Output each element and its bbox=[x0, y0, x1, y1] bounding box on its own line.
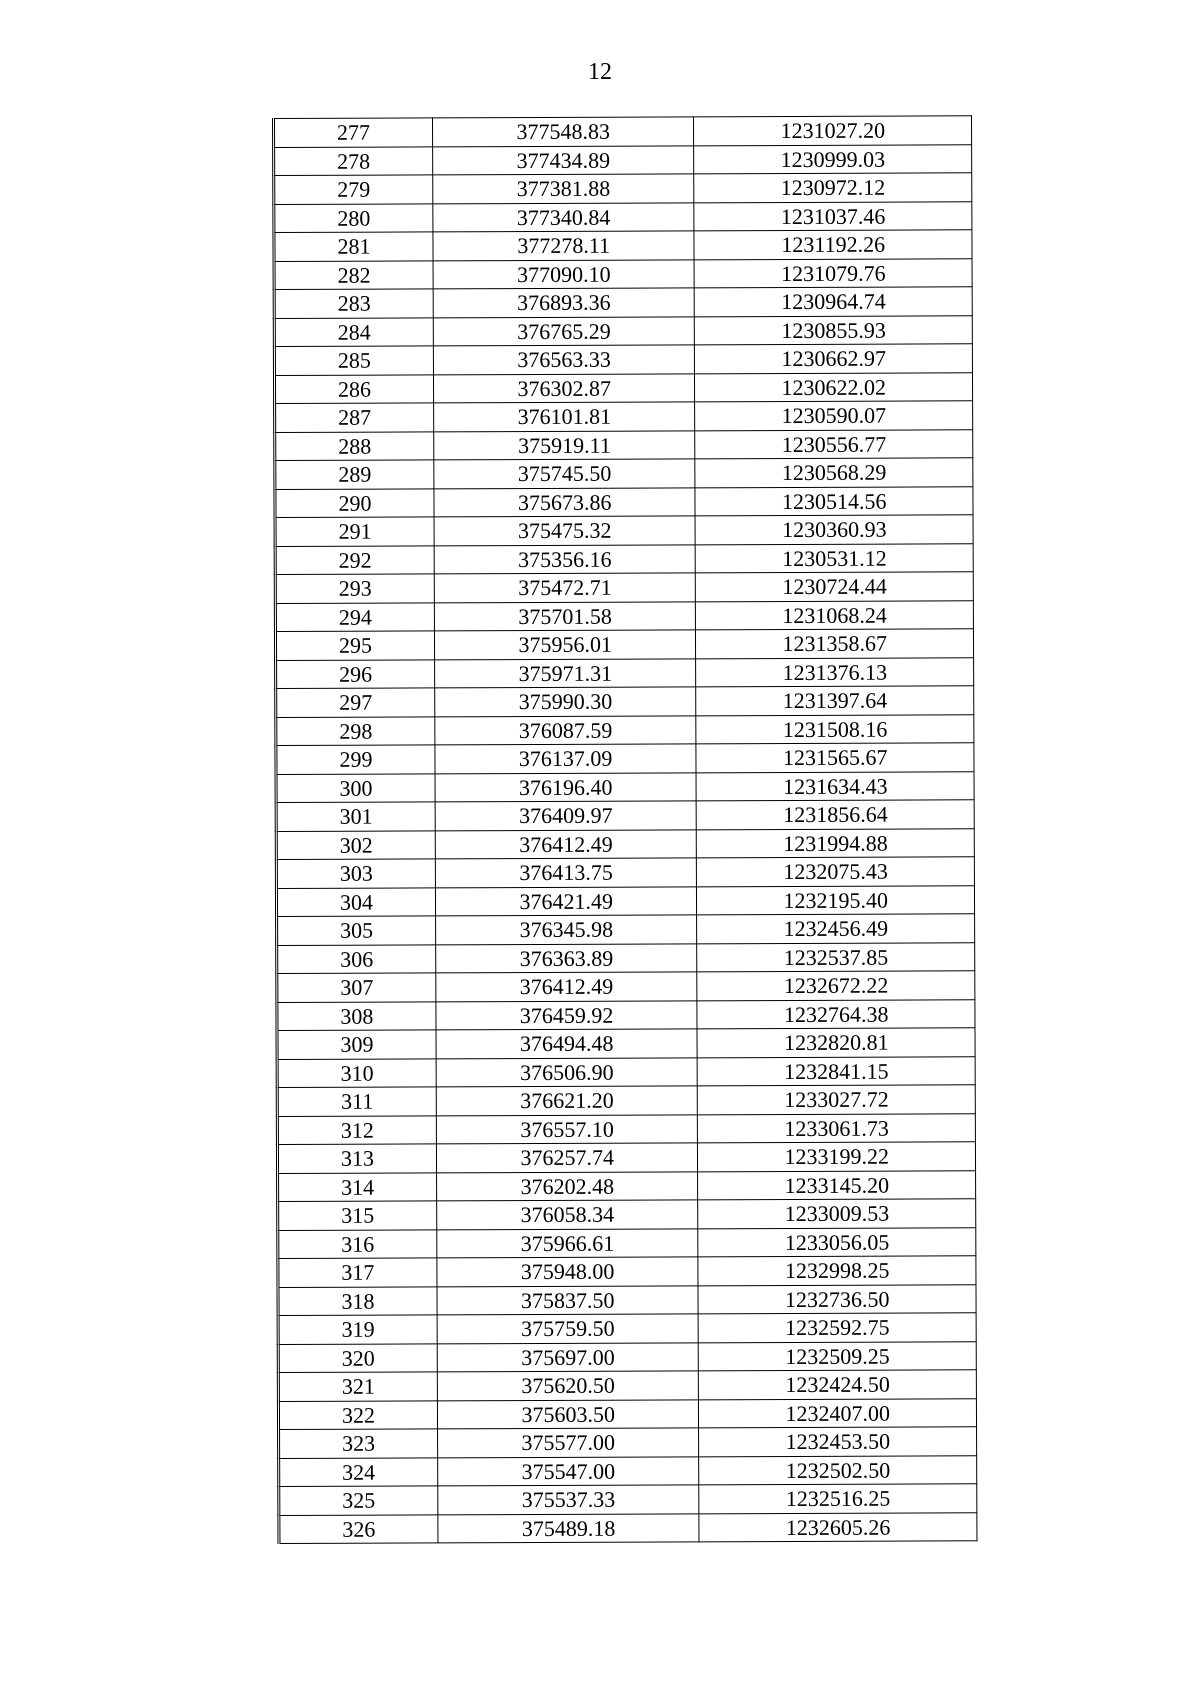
y-coordinate-cell: 1230514.56 bbox=[695, 486, 973, 516]
point-number-cell: 313 bbox=[277, 1144, 436, 1173]
x-coordinate-cell: 375472.71 bbox=[434, 573, 696, 603]
table-row bbox=[277, 942, 975, 973]
y-coordinate-cell: 1230662.97 bbox=[695, 344, 973, 374]
table-row bbox=[274, 258, 972, 289]
y-coordinate-cell: 1231508.16 bbox=[696, 714, 974, 744]
table-row bbox=[275, 486, 973, 517]
y-coordinate-cell: 1230531.12 bbox=[696, 543, 974, 573]
y-coordinate-cell: 1230568.29 bbox=[695, 458, 973, 488]
x-coordinate-cell: 376557.10 bbox=[436, 1114, 698, 1144]
x-coordinate-cell: 376563.33 bbox=[433, 345, 695, 375]
point-number-cell: 303 bbox=[276, 859, 435, 888]
y-coordinate-cell: 1232736.50 bbox=[698, 1284, 976, 1314]
y-coordinate-cell: 1232407.00 bbox=[699, 1398, 977, 1428]
x-coordinate-cell: 376137.09 bbox=[435, 744, 697, 774]
point-number-cell: 316 bbox=[278, 1229, 437, 1258]
x-coordinate-cell: 375620.50 bbox=[437, 1371, 699, 1401]
y-coordinate-cell: 1232592.75 bbox=[699, 1313, 977, 1343]
y-coordinate-cell: 1232841.15 bbox=[698, 1056, 976, 1086]
x-coordinate-cell: 375356.16 bbox=[434, 544, 696, 574]
table-row bbox=[278, 1313, 976, 1344]
y-coordinate-cell: 1233027.72 bbox=[698, 1085, 976, 1115]
y-coordinate-cell: 1230999.03 bbox=[694, 144, 972, 174]
y-coordinate-cell: 1232075.43 bbox=[697, 857, 975, 887]
point-number-cell: 295 bbox=[275, 631, 434, 660]
point-number-cell: 323 bbox=[279, 1429, 438, 1458]
point-number-cell: 315 bbox=[278, 1201, 437, 1230]
table-row bbox=[274, 173, 972, 204]
x-coordinate-cell: 376101.81 bbox=[434, 402, 696, 432]
y-coordinate-cell: 1231079.76 bbox=[695, 258, 973, 288]
point-number-cell: 308 bbox=[277, 1001, 436, 1030]
table-row bbox=[275, 600, 973, 631]
y-coordinate-cell: 1232605.26 bbox=[699, 1512, 977, 1542]
y-coordinate-cell: 1230855.93 bbox=[695, 315, 973, 345]
point-number-cell: 305 bbox=[277, 916, 436, 945]
y-coordinate-cell: 1233061.73 bbox=[698, 1113, 976, 1143]
table-row bbox=[275, 629, 973, 660]
x-coordinate-cell: 376196.40 bbox=[435, 772, 697, 802]
x-coordinate-cell: 375956.01 bbox=[434, 630, 696, 660]
x-coordinate-cell: 375673.86 bbox=[434, 487, 696, 517]
point-number-cell: 279 bbox=[274, 175, 433, 204]
table-row bbox=[279, 1484, 977, 1515]
table-row bbox=[274, 116, 972, 147]
point-number-cell: 294 bbox=[275, 602, 434, 631]
y-coordinate-cell: 1230622.02 bbox=[695, 372, 973, 402]
table-row bbox=[276, 771, 974, 802]
x-coordinate-cell: 375745.50 bbox=[434, 459, 696, 489]
x-coordinate-cell: 375697.00 bbox=[437, 1342, 699, 1372]
coordinates-table bbox=[272, 115, 977, 1544]
table-row bbox=[278, 1199, 976, 1230]
y-coordinate-cell: 1231027.20 bbox=[694, 116, 972, 146]
x-coordinate-cell: 375966.61 bbox=[437, 1228, 699, 1258]
point-number-cell: 325 bbox=[279, 1486, 438, 1515]
x-coordinate-cell: 376363.89 bbox=[436, 943, 698, 973]
x-coordinate-cell: 376087.59 bbox=[435, 715, 697, 745]
table-row bbox=[275, 572, 973, 603]
point-number-cell: 318 bbox=[278, 1286, 437, 1315]
x-coordinate-cell: 376459.92 bbox=[436, 1000, 698, 1030]
y-coordinate-cell: 1232502.50 bbox=[699, 1455, 977, 1485]
table-row bbox=[278, 1370, 976, 1401]
point-number-cell: 302 bbox=[276, 830, 435, 859]
point-number-cell: 290 bbox=[275, 488, 434, 517]
point-number-cell: 298 bbox=[276, 716, 435, 745]
point-number-cell: 310 bbox=[277, 1058, 436, 1087]
table-row bbox=[279, 1427, 977, 1458]
x-coordinate-cell: 375475.32 bbox=[434, 516, 696, 546]
y-coordinate-cell: 1230972.12 bbox=[694, 173, 972, 203]
table-row bbox=[278, 1256, 976, 1287]
x-coordinate-cell: 377434.89 bbox=[433, 145, 695, 175]
point-number-cell: 283 bbox=[274, 289, 433, 318]
table-row bbox=[277, 1113, 975, 1144]
point-number-cell: 300 bbox=[276, 773, 435, 802]
table-row bbox=[276, 857, 974, 888]
x-coordinate-cell: 376893.36 bbox=[433, 288, 695, 318]
point-number-cell: 311 bbox=[277, 1087, 436, 1116]
table-row bbox=[274, 201, 972, 232]
point-number-cell: 299 bbox=[276, 745, 435, 774]
table-row bbox=[279, 1512, 977, 1543]
table-row bbox=[278, 1341, 976, 1372]
table-row bbox=[275, 515, 973, 546]
point-number-cell: 281 bbox=[274, 232, 433, 261]
point-number-cell: 301 bbox=[276, 802, 435, 831]
table-row bbox=[276, 686, 974, 717]
point-number-cell: 280 bbox=[274, 203, 433, 232]
point-number-cell: 292 bbox=[275, 545, 434, 574]
x-coordinate-cell: 376409.97 bbox=[435, 801, 697, 831]
point-number-cell: 278 bbox=[274, 146, 433, 175]
y-coordinate-cell: 1231376.13 bbox=[696, 657, 974, 687]
y-coordinate-cell: 1232764.38 bbox=[697, 999, 975, 1029]
point-number-cell: 297 bbox=[276, 688, 435, 717]
y-coordinate-cell: 1232195.40 bbox=[697, 885, 975, 915]
y-coordinate-cell: 1231565.67 bbox=[696, 743, 974, 773]
x-coordinate-cell: 376506.90 bbox=[436, 1057, 698, 1087]
point-number-cell: 282 bbox=[274, 260, 433, 289]
y-coordinate-cell: 1233056.05 bbox=[698, 1227, 976, 1257]
table-row bbox=[276, 657, 974, 688]
y-coordinate-cell: 1233009.53 bbox=[698, 1199, 976, 1229]
y-coordinate-cell: 1231397.64 bbox=[696, 686, 974, 716]
y-coordinate-cell: 1231192.26 bbox=[694, 230, 972, 260]
table-row bbox=[278, 1398, 976, 1429]
table-row bbox=[278, 1284, 976, 1315]
table-row bbox=[276, 828, 974, 859]
x-coordinate-cell: 376421.49 bbox=[435, 886, 697, 916]
x-coordinate-cell: 376413.75 bbox=[435, 858, 697, 888]
point-number-cell: 289 bbox=[275, 460, 434, 489]
y-coordinate-cell: 1231358.67 bbox=[696, 629, 974, 659]
y-coordinate-cell: 1230964.74 bbox=[695, 287, 973, 317]
table-row bbox=[275, 543, 973, 574]
x-coordinate-cell: 376345.98 bbox=[435, 915, 697, 945]
point-number-cell: 309 bbox=[277, 1030, 436, 1059]
x-coordinate-cell: 377090.10 bbox=[433, 259, 695, 289]
table-row bbox=[277, 914, 975, 945]
y-coordinate-cell: 1232424.50 bbox=[699, 1370, 977, 1400]
y-coordinate-cell: 1230556.77 bbox=[695, 429, 973, 459]
y-coordinate-cell: 1231994.88 bbox=[697, 828, 975, 858]
table-row bbox=[276, 885, 974, 916]
table-row bbox=[276, 714, 974, 745]
y-coordinate-cell: 1232509.25 bbox=[699, 1341, 977, 1371]
table-row bbox=[274, 230, 972, 261]
point-number-cell: 277 bbox=[274, 118, 433, 147]
x-coordinate-cell: 375919.11 bbox=[434, 430, 696, 460]
point-number-cell: 287 bbox=[275, 403, 434, 432]
table-row bbox=[274, 287, 972, 318]
point-number-cell: 288 bbox=[275, 431, 434, 460]
y-coordinate-cell: 1231037.46 bbox=[694, 201, 972, 231]
table-row bbox=[277, 1142, 975, 1173]
point-number-cell: 320 bbox=[278, 1343, 437, 1372]
point-number-cell: 312 bbox=[277, 1115, 436, 1144]
y-coordinate-cell: 1232456.49 bbox=[697, 914, 975, 944]
point-number-cell: 285 bbox=[274, 346, 433, 375]
x-coordinate-cell: 376202.48 bbox=[436, 1171, 698, 1201]
point-number-cell: 314 bbox=[278, 1172, 437, 1201]
x-coordinate-cell: 375990.30 bbox=[435, 687, 697, 717]
point-number-cell: 322 bbox=[278, 1400, 437, 1429]
y-coordinate-cell: 1232672.22 bbox=[697, 971, 975, 1001]
point-number-cell: 293 bbox=[275, 574, 434, 603]
table-row bbox=[277, 999, 975, 1030]
table-row bbox=[278, 1227, 976, 1258]
x-coordinate-cell: 375577.00 bbox=[437, 1428, 699, 1458]
point-number-cell: 306 bbox=[277, 944, 436, 973]
x-coordinate-cell: 376621.20 bbox=[436, 1086, 698, 1116]
x-coordinate-cell: 375603.50 bbox=[437, 1399, 699, 1429]
table-row bbox=[279, 1455, 977, 1486]
x-coordinate-cell: 375837.50 bbox=[437, 1285, 699, 1315]
y-coordinate-cell: 1232998.25 bbox=[698, 1256, 976, 1286]
y-coordinate-cell: 1230590.07 bbox=[695, 401, 973, 431]
y-coordinate-cell: 1232820.81 bbox=[697, 1028, 975, 1058]
y-coordinate-cell: 1233145.20 bbox=[698, 1170, 976, 1200]
table-row bbox=[275, 458, 973, 489]
y-coordinate-cell: 1232453.50 bbox=[699, 1427, 977, 1457]
x-coordinate-cell: 376412.49 bbox=[436, 972, 698, 1002]
y-coordinate-cell: 1230724.44 bbox=[696, 572, 974, 602]
x-coordinate-cell: 376302.87 bbox=[433, 373, 695, 403]
table-row bbox=[277, 971, 975, 1002]
point-number-cell: 317 bbox=[278, 1258, 437, 1287]
x-coordinate-cell: 375489.18 bbox=[438, 1513, 700, 1543]
coordinates-table-body bbox=[274, 116, 977, 1544]
point-number-cell: 291 bbox=[275, 517, 434, 546]
y-coordinate-cell: 1230360.93 bbox=[695, 515, 973, 545]
point-number-cell: 296 bbox=[276, 659, 435, 688]
x-coordinate-cell: 377548.83 bbox=[432, 117, 694, 147]
x-coordinate-cell: 377340.84 bbox=[433, 202, 695, 232]
table-row bbox=[276, 743, 974, 774]
y-coordinate-cell: 1231068.24 bbox=[696, 600, 974, 630]
table-row bbox=[274, 344, 972, 375]
x-coordinate-cell: 375759.50 bbox=[437, 1314, 699, 1344]
point-number-cell: 284 bbox=[274, 317, 433, 346]
table-row bbox=[277, 1056, 975, 1087]
table-row bbox=[274, 315, 972, 346]
y-coordinate-cell: 1231856.64 bbox=[697, 800, 975, 830]
point-number-cell: 324 bbox=[279, 1457, 438, 1486]
point-number-cell: 326 bbox=[279, 1514, 438, 1543]
table-row bbox=[276, 800, 974, 831]
point-number-cell: 319 bbox=[278, 1315, 437, 1344]
y-coordinate-cell: 1233199.22 bbox=[698, 1142, 976, 1172]
x-coordinate-cell: 376058.34 bbox=[437, 1200, 699, 1230]
page-number: 12 bbox=[588, 59, 612, 85]
x-coordinate-cell: 375701.58 bbox=[434, 601, 696, 631]
table-row bbox=[277, 1085, 975, 1116]
y-coordinate-cell: 1232516.25 bbox=[699, 1484, 977, 1514]
x-coordinate-cell: 375537.33 bbox=[438, 1485, 700, 1515]
point-number-cell: 304 bbox=[276, 887, 435, 916]
table-row bbox=[277, 1028, 975, 1059]
point-number-cell: 307 bbox=[277, 973, 436, 1002]
x-coordinate-cell: 377278.11 bbox=[433, 231, 695, 261]
table-row bbox=[275, 429, 973, 460]
x-coordinate-cell: 375547.00 bbox=[438, 1456, 700, 1486]
y-coordinate-cell: 1231634.43 bbox=[696, 771, 974, 801]
x-coordinate-cell: 375948.00 bbox=[437, 1257, 699, 1287]
table-row bbox=[278, 1170, 976, 1201]
table-row bbox=[275, 401, 973, 432]
table-row bbox=[274, 144, 972, 175]
x-coordinate-cell: 376765.29 bbox=[433, 316, 695, 346]
x-coordinate-cell: 377381.88 bbox=[433, 174, 695, 204]
point-number-cell: 321 bbox=[278, 1372, 437, 1401]
y-coordinate-cell: 1232537.85 bbox=[697, 942, 975, 972]
point-number-cell: 286 bbox=[274, 374, 433, 403]
x-coordinate-cell: 376494.48 bbox=[436, 1029, 698, 1059]
table-row bbox=[274, 372, 972, 403]
x-coordinate-cell: 375971.31 bbox=[435, 658, 697, 688]
x-coordinate-cell: 376257.74 bbox=[436, 1143, 698, 1173]
x-coordinate-cell: 376412.49 bbox=[435, 829, 697, 859]
